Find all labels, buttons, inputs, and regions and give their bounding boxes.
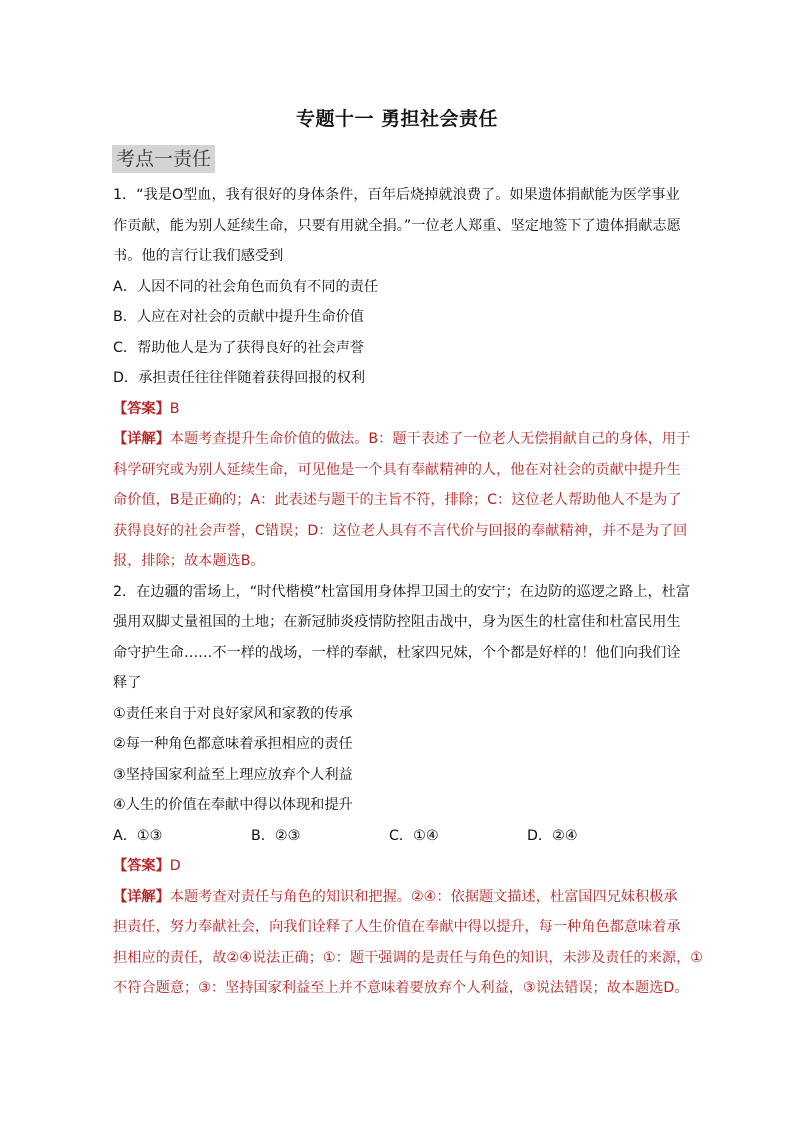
q1-stem-line: 作贡献，能为别人延续生命，只要有用就全捐。”一位老人郑重、坚定地签下了遗体捐献志愿 bbox=[113, 217, 681, 234]
q1-answer: B bbox=[169, 400, 180, 417]
q1-detail-line: 报，排除；故本题选B。 bbox=[113, 553, 265, 569]
detail-tag: 【详解】 bbox=[113, 888, 170, 905]
answer-tag: 【答案】 bbox=[113, 400, 170, 417]
detail-tag: 【详解】 bbox=[113, 431, 170, 447]
q1-detail-text: 本题考查提升生命价值的做法。B：题干表述了一位老人无偿捐献自己的身体，用于 bbox=[169, 431, 691, 447]
q2-detail-text: 本题考查对责任与角色的知识和把握。②④：依据题文描述，杜富国四兄妹积极承 bbox=[169, 888, 678, 905]
q1-stem-line: 1．“我是O型血，我有很好的身体条件，百年后烧掉就浪费了。如果遗体捐献能为医学事业 bbox=[113, 187, 680, 203]
q2-item: ②每一种角色都意味着承担相应的责任 bbox=[113, 736, 353, 752]
q1-detail-line: 命价值，B是正确的；A：此表述与题干的主旨不符，排除；C：这位老人帮助他人不是为了 bbox=[113, 492, 682, 508]
q2-option-b: B．②③ bbox=[251, 827, 301, 844]
q2-item: ④人生的价值在奉献中得以体现和提升 bbox=[113, 797, 353, 813]
q2-stem-line: 命守护生命……不一样的战场，一样的奉献，杜家四兄妹，个个都是好样的！他们向我们诠 bbox=[113, 644, 681, 661]
q1-detail-line bbox=[113, 424, 691, 455]
q2-detail-line bbox=[113, 882, 683, 913]
q1-detail-line: 获得良好的社会声誉，C错误；D：这位老人具有不言代价与回报的奉献精神，并不是为了回 bbox=[113, 522, 688, 539]
q1-option-a: A．人因不同的社会角色而负有不同的责任 bbox=[113, 278, 379, 295]
q2-item: ①责任来自于对良好家风和家教的传承 bbox=[113, 705, 353, 722]
q2-option-a: A．①③ bbox=[113, 827, 163, 844]
q2-options-row bbox=[113, 821, 683, 852]
page-title: 专题十一 勇担社会责任 bbox=[295, 108, 499, 130]
answer-tag: 【答案】 bbox=[113, 858, 170, 874]
q1-detail-line: 科学研究或为别人延续生命，可见他是一个具有奉献精神的人，他在对社会的贡献中提升生 bbox=[113, 461, 681, 478]
q2-answer: D bbox=[169, 858, 181, 874]
q2-detail-line: 担责任，努力奉献社会，向我们诠释了人生价值在奉献中得以提升，每一种角色都意味着承 bbox=[113, 919, 681, 935]
q1-option-b: B．人应在对社会的贡献中提升生命价值 bbox=[113, 309, 364, 325]
q2-stem-line: 2．在边疆的雷场上，“时代楷模”杜富国用身体捍卫国土的安宁；在边防的巡逻之路上，杜富 bbox=[113, 583, 691, 600]
q1-stem-line: 书。他的言行让我们感受到 bbox=[113, 248, 284, 264]
q2-stem-line: 释了 bbox=[113, 675, 142, 691]
q2-option-c: C．①④ bbox=[389, 827, 439, 844]
q2-detail-line: 担相应的责任，故②④说法正确；①：题干强调的是责任与角色的知识，未涉及责任的来源，① bbox=[113, 949, 704, 966]
q2-option-d: D．②④ bbox=[527, 827, 578, 844]
q2-item: ③坚持国家利益至上理应放弃个人利益 bbox=[113, 766, 353, 783]
q1-option-c: C．帮助他人是为了获得良好的社会声誉 bbox=[113, 339, 365, 356]
q2-stem-line: 强用双脚丈量祖国的土地；在新冠肺炎疫情防控阻击战中，身为医生的杜富佳和杜富民用生 bbox=[113, 614, 681, 630]
q2-answer-line bbox=[113, 851, 683, 882]
q1-option-d: D．承担责任往往伴随着获得回报的权利 bbox=[113, 370, 366, 386]
section-heading: 考点一责任 bbox=[112, 145, 215, 173]
content-body bbox=[113, 180, 704, 1004]
q1-answer-line bbox=[113, 394, 683, 425]
q2-detail-line: 不符合题意；③：坚持国家利益至上并不意味着要放弃个人利益，③说法错误；故本题选D。 bbox=[113, 980, 689, 996]
